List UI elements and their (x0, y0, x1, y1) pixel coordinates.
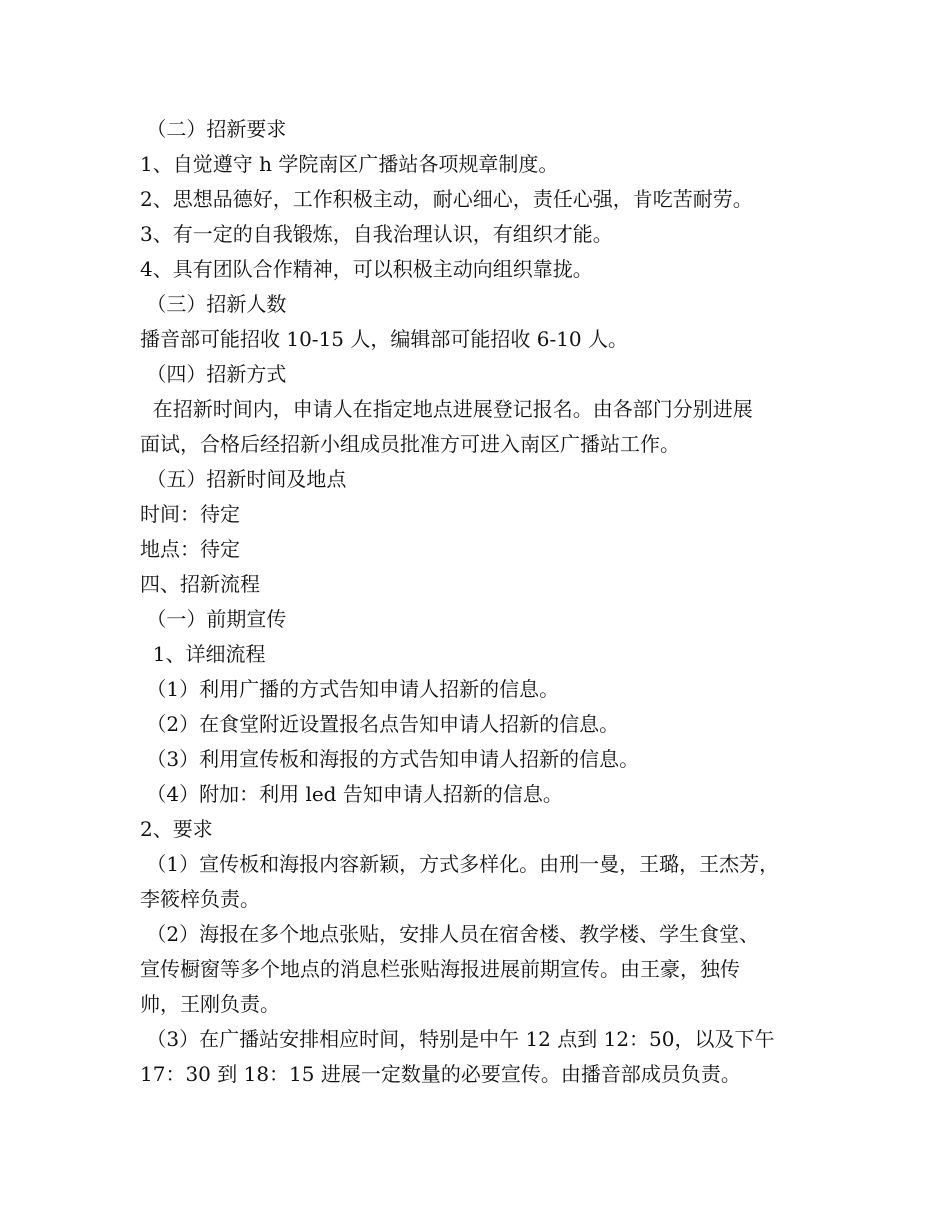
promo-requirement-3-line-1: （3）在广播站安排相应时间，特别是中午 12 点到 12：50，以及下午 (140, 1027, 775, 1051)
promo-requirement-1-line-1: （1）宣传板和海报内容新颖，方式多样化。由刑一曼，王璐，王杰芳， (140, 852, 780, 876)
method-text-line-2: 面试，合格后经招新小组成员批准方可进入南区广播站工作。 (140, 432, 680, 456)
requirement-item-4: 4、具有团队合作精神，可以积极主动向组织靠拢。 (140, 257, 593, 281)
section-heading-method: （四）招新方式 (140, 362, 287, 386)
section-heading-requirements: （二）招新要求 (140, 117, 287, 141)
requirement-item-1: 1、自觉遵守 h 学院南区广播站各项规章制度。 (140, 152, 559, 176)
document-body (140, 112, 830, 1092)
section-heading-headcount: （三）招新人数 (140, 292, 287, 316)
promo-requirement-2-line-1: （2）海报在多个地点张贴，安排人员在宿舍楼、教学楼、学生食堂、 (140, 922, 760, 946)
process-item-3: （3）利用宣传板和海报的方式告知申请人招新的信息。 (140, 747, 640, 771)
promo-requirement-1-line-2: 李筱梓负责。 (140, 887, 260, 911)
subheading-detailed-process: 1、详细流程 (140, 642, 266, 666)
promo-requirement-3-line-2: 17：30 到 18：15 进展一定数量的必要宣传。由播音部成员负责。 (140, 1062, 741, 1086)
promo-requirement-2-line-2: 宣传橱窗等多个地点的消息栏张贴海报进展前期宣传。由王豪，独传 (140, 957, 740, 981)
time-text: 时间：待定 (140, 502, 240, 526)
location-text: 地点：待定 (140, 537, 240, 561)
chapter-heading-process: 四、招新流程 (140, 572, 260, 596)
section-heading-time-location: （五）招新时间及地点 (140, 467, 347, 491)
method-text-line-1: 在招新时间内，申请人在指定地点进展登记报名。由各部门分别进展 (140, 397, 753, 421)
headcount-text: 播音部可能招收 10-15 人，编辑部可能招收 6-10 人。 (140, 327, 629, 351)
process-item-4: （4）附加：利用 led 告知申请人招新的信息。 (140, 782, 563, 806)
subheading-requirements: 2、要求 (140, 817, 213, 841)
process-item-2: （2）在食堂附近设置报名点告知申请人招新的信息。 (140, 712, 620, 736)
requirement-item-3: 3、有一定的自我锻炼，自我治理认识，有组织才能。 (140, 222, 613, 246)
process-item-1: （1）利用广播的方式告知申请人招新的信息。 (140, 677, 560, 701)
promo-requirement-2-line-3: 帅，王刚负责。 (140, 992, 280, 1016)
section-heading-promotion: （一）前期宣传 (140, 607, 287, 631)
requirement-item-2: 2、思想品德好，工作积极主动，耐心细心，责任心强，肯吃苦耐劳。 (140, 187, 753, 211)
